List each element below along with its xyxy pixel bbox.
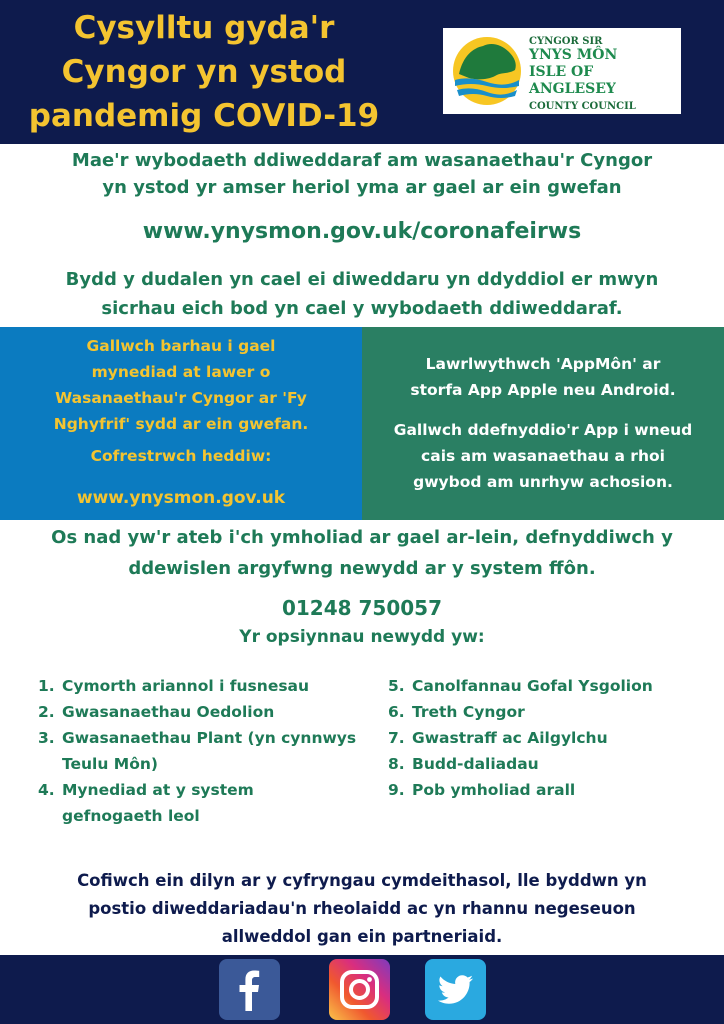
council-url-link[interactable]: www.ynysmon.gov.uk <box>76 488 286 508</box>
options-list-left <box>38 673 358 829</box>
phone-number[interactable]: 01248 750057 <box>281 596 443 620</box>
item-label: Treth Cyngor <box>412 703 525 721</box>
item-label: Gwastraff ac Ailgylchu <box>412 729 608 747</box>
notice-line: postio diweddariadau'n rheolaidd ac yn rhannu negeseuon <box>88 899 636 918</box>
list-item <box>388 777 718 803</box>
title-line: pandemig COVID-19 <box>28 98 380 134</box>
facebook-icon[interactable] <box>219 959 280 1020</box>
item-number: 5. <box>388 677 405 695</box>
title-line: Cyngor yn ystod <box>61 54 347 90</box>
item-number: 2. <box>38 703 55 721</box>
list-item <box>38 673 358 699</box>
list-item <box>388 725 718 751</box>
social-footer <box>0 955 724 1024</box>
item-label: Cymorth ariannol i fusnesau <box>62 677 310 695</box>
item-label: Gwasanaethau Oedolion <box>62 703 275 721</box>
my-account-panel <box>0 327 362 520</box>
header-banner <box>0 0 724 144</box>
my-account-text <box>8 333 354 511</box>
panel-line: Gallwch ddefnyddio'r App i wneud <box>393 421 693 439</box>
update-line: sicrhau eich bod yn cael y wybodaeth ddiweddaraf. <box>101 298 623 319</box>
panel-line: Gallwch barhau i gael <box>86 337 276 355</box>
app-usage-text <box>368 417 718 495</box>
page-title <box>14 6 394 138</box>
options-heading: Yr opsiynnau newydd yw: <box>239 627 485 647</box>
intro-line: Mae'r wybodaeth ddiweddaraf am wasanaethau'r Cyngor <box>71 150 653 171</box>
intro-line: yn ystod yr amser heriol yma ar gael ar ein gwefan <box>102 177 622 198</box>
panel-line: cais am wasanaethau a rhoi <box>421 447 665 465</box>
list-item <box>388 673 718 699</box>
item-label: Mynediad at y system gefnogaeth leol <box>62 781 254 825</box>
notice-line: Cofiwch ein dilyn ar y cyfryngau cymdeithasol, lle byddwn yn <box>77 871 647 890</box>
panel-line: Nghyfrif' sydd ar ein gwefan. <box>53 415 309 433</box>
panel-line: Wasanaethau'r Cyngor ar 'Fy <box>55 389 307 407</box>
list-item <box>388 751 718 777</box>
item-number: 6. <box>388 703 405 721</box>
logo-line: CYNGOR SIR <box>529 36 603 47</box>
register-label: Cofrestrwch heddiw: <box>90 447 272 465</box>
item-number: 8. <box>388 755 405 773</box>
panel-line: storfa App Apple neu Android. <box>410 381 676 399</box>
update-notice <box>10 265 714 323</box>
notice-line: ddewislen argyfwng newydd ar y system ffôn. <box>128 558 596 579</box>
instagram-icon[interactable] <box>329 959 390 1020</box>
list-item <box>38 725 358 777</box>
coronavirus-url-link[interactable]: www.ynysmon.gov.uk/coronafeirws <box>142 219 582 244</box>
item-label: Gwasanaethau Plant (yn cynnwys Teulu Môn) <box>62 729 357 773</box>
item-label: Pob ymholiad arall <box>412 781 576 799</box>
twitter-icon[interactable] <box>425 959 486 1020</box>
item-number: 7. <box>388 729 405 747</box>
panel-line: gwybod am unrhyw achosion. <box>413 473 673 491</box>
anglesey-emblem-icon <box>449 34 525 108</box>
phone-menu-notice <box>10 522 714 584</box>
logo-line: COUNTY COUNCIL <box>529 101 636 112</box>
logo-text <box>529 36 679 115</box>
item-label: Canolfannau Gofal Ysgolion <box>412 677 653 695</box>
logo-line: YNYS MÔN <box>529 47 618 63</box>
item-number: 4. <box>38 781 55 799</box>
intro-text <box>10 147 714 201</box>
item-number: 1. <box>38 677 55 695</box>
logo-line: ISLE OF ANGLESEY <box>529 64 616 97</box>
list-item <box>38 699 358 725</box>
app-download-text <box>368 351 718 403</box>
notice-line: Os nad yw'r ateb i'ch ymholiad ar gael ar-lein, defnyddiwch y <box>51 527 673 548</box>
list-item <box>38 777 358 829</box>
item-number: 9. <box>388 781 405 799</box>
options-list-right <box>388 673 718 803</box>
update-line: Bydd y dudalen yn cael ei diweddaru yn ddyddiol er mwyn <box>65 269 659 290</box>
title-line: Cysylltu gyda'r <box>73 10 335 46</box>
item-label: Budd-daliadau <box>412 755 539 773</box>
panel-line: mynediad at lawer o <box>91 363 271 381</box>
notice-line: allweddol gan ein partneriaid. <box>221 927 503 946</box>
social-media-notice <box>10 867 714 951</box>
app-mon-panel <box>362 327 724 520</box>
item-number: 3. <box>38 729 55 747</box>
list-item <box>388 699 718 725</box>
panel-line: Lawrlwythwch 'AppMôn' ar <box>425 355 661 373</box>
council-logo <box>443 28 681 114</box>
